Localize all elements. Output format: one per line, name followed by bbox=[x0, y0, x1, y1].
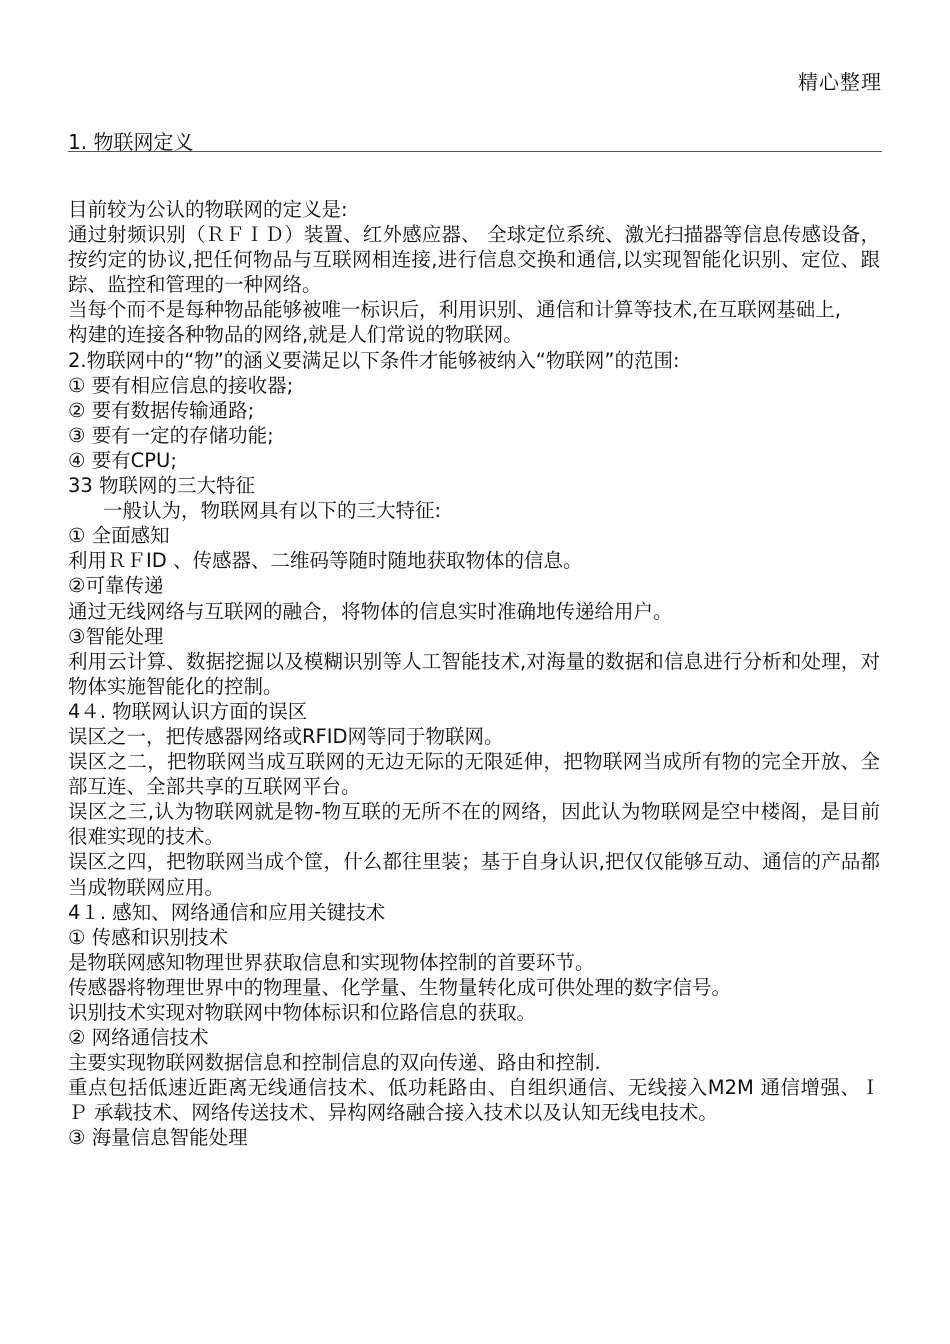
page-header: 精心整理 bbox=[798, 70, 882, 94]
title-divider bbox=[68, 151, 882, 152]
paragraph: 构建的连接各种物品的网络,就是人们常说的物联网。 bbox=[68, 323, 523, 347]
paragraph: 利用云计算、数据挖掘以及模糊识别等人工智能技术,对海量的数据和信息进行分析和处理，对物体实施智能化的控制。 bbox=[68, 649, 880, 698]
paragraph: 传感器将物理世界中的物理量、化学量、生物量转化成可供处理的数字信号。 bbox=[68, 975, 732, 999]
document-body bbox=[68, 197, 880, 1151]
subheading: ② 网络通信技术 bbox=[68, 1026, 209, 1050]
subheading: ① 传感和识别技术 bbox=[68, 925, 229, 949]
paragraph: 通过射频识别（ＲＦＩＤ）装置、红外感应器、 全球定位系统、激光扫描器等信息传感设备，按约定的协议,把任何物品与互联网相连接,进行信息交换和通信,以实现智能化识别、定位、跟踪、监控和管理的一种网络。 bbox=[68, 223, 880, 297]
paragraph: 通过无线网络与互联网的融合，将物体的信息实时准确地传递给用户。 bbox=[68, 599, 673, 623]
paragraph: 重点包括低速近距离无线通信技术、低功耗路由、自组织通信、无线接入M2M 通信增强、ＩＰ 承载技术、网络传送技术、异构网络融合接入技术以及认知无线电技术。 bbox=[68, 1076, 880, 1125]
paragraph: 误区之三,认为物联网就是物-物互联的无所不在的网络，因此认为物联网是空中楼阁，是目前很难实现的技术。 bbox=[68, 800, 880, 849]
section-title: 1. 物联网定义 bbox=[68, 130, 194, 154]
paragraph: 是物联网感知物理世界获取信息和实现物体控制的首要环节。 bbox=[68, 950, 595, 974]
list-item: ② 要有数据传输通路; bbox=[68, 398, 255, 422]
paragraph: 一般认为，物联网具有以下的三大特征: bbox=[103, 499, 442, 523]
section-heading: 4４. 物联网认识方面的误区 bbox=[68, 699, 308, 723]
paragraph: 误区之一，把传感器网络或RFID网等同于物联网。 bbox=[68, 724, 504, 748]
subheading: ③ 海量信息智能处理 bbox=[68, 1126, 248, 1150]
section-heading: 4１. 感知、网络通信和应用关键技术 bbox=[68, 900, 386, 924]
paragraph: 主要实现物联网数据信息和控制信息的双向传递、路由和控制. bbox=[68, 1051, 601, 1075]
list-item: ③ 要有一定的存储功能; bbox=[68, 423, 274, 447]
paragraph: 误区之四，把物联网当成个筐，什么都往里装；基于自身认识,把仅仅能够互动、通信的产品都当成物联网应用。 bbox=[68, 850, 880, 899]
subheading: ②可靠传递 bbox=[68, 574, 164, 598]
paragraph: 2.物联网中的“物”的涵义要满足以下条件才能够被纳入“物联网”的范围: bbox=[68, 348, 680, 372]
subheading: ① 全面感知 bbox=[68, 524, 170, 548]
paragraph: 识别技术实现对物联网中物体标识和位路信息的获取。 bbox=[68, 1001, 537, 1024]
paragraph: 误区之二，把物联网当成互联网的无边无际的无限延伸，把物联网当成所有物的完全开放、全部互连、全部共享的互联网平台。 bbox=[68, 750, 880, 799]
paragraph: 利用ＲＦID 、传感器、二维码等随时随地获取物体的信息。 bbox=[68, 549, 583, 573]
paragraph: 目前较为公认的物联网的定义是: bbox=[68, 198, 348, 221]
section-heading: 33 物联网的三大特征 bbox=[68, 474, 256, 498]
list-item: ④ 要有CPU; bbox=[68, 448, 177, 472]
paragraph: 当每个而不是每种物品能够被唯一标识后，利用识别、通信和计算等技术,在互联网基础上, bbox=[68, 298, 841, 322]
list-item: ① 要有相应信息的接收器; bbox=[68, 373, 294, 397]
subheading: ③智能处理 bbox=[68, 624, 164, 648]
